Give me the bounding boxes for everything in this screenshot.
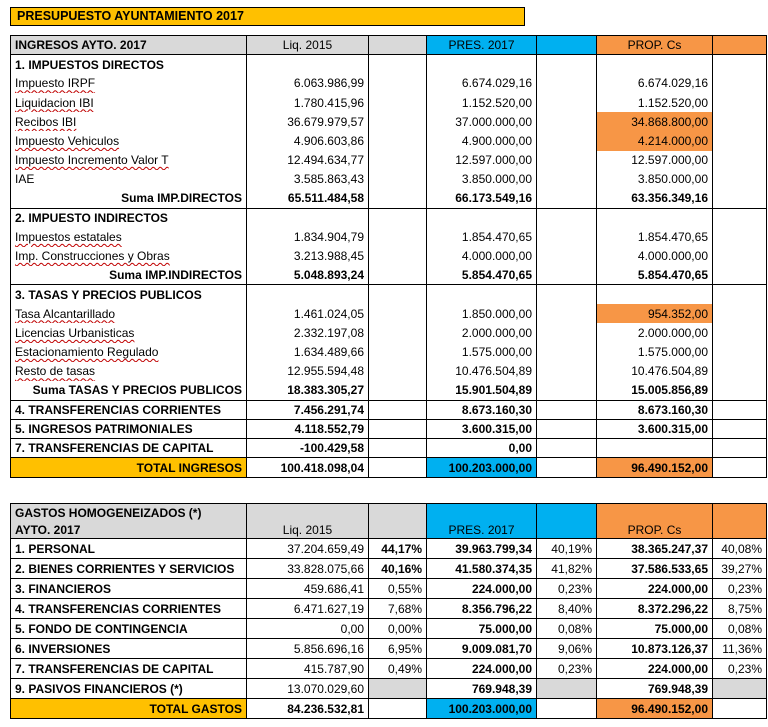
empty-cell bbox=[537, 151, 597, 170]
empty-cell bbox=[369, 400, 427, 419]
pres-value: 0,00 bbox=[427, 438, 537, 457]
empty-cell bbox=[369, 74, 427, 93]
row-label: 5. FONDO DE CONTINGENCIA bbox=[11, 619, 247, 639]
prop-value: 4.000.000,00 bbox=[597, 247, 713, 266]
empty-cell bbox=[713, 381, 767, 400]
liq-pct: 44,17% bbox=[369, 539, 427, 559]
row-label: 7. TRANSFERENCIAS DE CAPITAL bbox=[11, 659, 247, 679]
prop-value: 2.000.000,00 bbox=[597, 323, 713, 342]
data-row bbox=[11, 343, 767, 362]
pres-value: 2.000.000,00 bbox=[427, 323, 537, 342]
empty-cell bbox=[713, 189, 767, 208]
empty-cell bbox=[369, 247, 427, 266]
empty-cell bbox=[713, 285, 767, 304]
prop-value: 10.873.126,37 bbox=[597, 639, 713, 659]
data-row bbox=[11, 131, 767, 150]
total-liq: 84.236.532,81 bbox=[247, 699, 369, 719]
prop-value: 38.365.247,37 bbox=[597, 539, 713, 559]
liq-pct: 0,00% bbox=[369, 619, 427, 639]
liq-value: 4.118.552,79 bbox=[247, 419, 369, 438]
liq-pct: 0,49% bbox=[369, 659, 427, 679]
pres-value: 8.356.796,22 bbox=[427, 599, 537, 619]
empty-cell bbox=[537, 131, 597, 150]
row-label: 5. INGRESOS PATRIMONIALES bbox=[11, 419, 247, 438]
liq-value: 12.494.634,77 bbox=[247, 151, 369, 170]
gastos-row bbox=[11, 619, 767, 639]
sum-liq: 65.511.484,58 bbox=[247, 189, 369, 208]
empty-cell bbox=[427, 55, 537, 74]
pres-value: 3.850.000,00 bbox=[427, 170, 537, 189]
empty-cell bbox=[537, 189, 597, 208]
empty-cell bbox=[537, 381, 597, 400]
gastos-table bbox=[10, 503, 767, 719]
empty-cell bbox=[537, 93, 597, 112]
data-row bbox=[11, 170, 767, 189]
empty-cell bbox=[369, 131, 427, 150]
prop-value: 224.000,00 bbox=[597, 659, 713, 679]
sum-liq: 18.383.305,27 bbox=[247, 381, 369, 400]
pres-value: 8.673.160,30 bbox=[427, 400, 537, 419]
pres-value: 224.000,00 bbox=[427, 579, 537, 599]
empty-cell bbox=[427, 285, 537, 304]
pres-pct bbox=[537, 679, 597, 699]
data-row bbox=[11, 227, 767, 246]
pres-value: 224.000,00 bbox=[427, 659, 537, 679]
empty-cell bbox=[713, 112, 767, 131]
empty-cell bbox=[369, 189, 427, 208]
gastos-header-label: GASTOS HOMOGENEIZADOS (*) bbox=[11, 504, 247, 522]
empty-cell bbox=[537, 419, 597, 438]
liq-value: 12.955.594,48 bbox=[247, 362, 369, 381]
empty-cell bbox=[713, 343, 767, 362]
row-label: Estacionamiento Regulado bbox=[11, 343, 247, 362]
gastos-row bbox=[11, 579, 767, 599]
row-label: Tasa Alcantarillado bbox=[11, 304, 247, 323]
empty-cell bbox=[713, 93, 767, 112]
header-liq: Liq. 2015 bbox=[247, 36, 369, 55]
prop-value: 8.673.160,30 bbox=[597, 400, 713, 419]
empty-cell bbox=[369, 304, 427, 323]
empty-cell bbox=[537, 285, 597, 304]
empty-cell bbox=[713, 131, 767, 150]
liq-value: 1.461.024,05 bbox=[247, 304, 369, 323]
total-ingresos-row bbox=[11, 458, 767, 478]
prop-value: 12.597.000,00 bbox=[597, 151, 713, 170]
total-prop: 96.490.152,00 bbox=[597, 699, 713, 719]
row-label: Liquidacion IBI bbox=[11, 93, 247, 112]
pres-value: 6.674.029,16 bbox=[427, 74, 537, 93]
header-pres: PRES. 2017 bbox=[427, 521, 537, 539]
prop-value: 1.575.000,00 bbox=[597, 343, 713, 362]
prop-value: 1.152.520,00 bbox=[597, 93, 713, 112]
liq-value: 3.585.863,43 bbox=[247, 170, 369, 189]
empty-cell bbox=[537, 227, 597, 246]
liq-value: 3.213.988,45 bbox=[247, 247, 369, 266]
row-label: 6. INVERSIONES bbox=[11, 639, 247, 659]
liq-value: 2.332.197,08 bbox=[247, 323, 369, 342]
empty-cell bbox=[247, 285, 369, 304]
row-label: 4. TRANSFERENCIAS CORRIENTES bbox=[11, 400, 247, 419]
ingresos-header-label: INGRESOS AYTO. 2017 bbox=[11, 36, 247, 55]
header-empty bbox=[247, 504, 369, 522]
row-label: Imp. Construcciones y Obras bbox=[11, 247, 247, 266]
row-label: IAE bbox=[11, 170, 247, 189]
liq-value: 37.204.659,49 bbox=[247, 539, 369, 559]
empty-cell bbox=[537, 266, 597, 285]
prop-value: 8.372.296,22 bbox=[597, 599, 713, 619]
data-row bbox=[11, 247, 767, 266]
header-empty bbox=[537, 504, 597, 522]
header-liq: Liq. 2015 bbox=[247, 521, 369, 539]
pres-value: 1.152.520,00 bbox=[427, 93, 537, 112]
pres-value: 75.000,00 bbox=[427, 619, 537, 639]
empty-cell bbox=[369, 419, 427, 438]
empty-cell bbox=[713, 55, 767, 74]
empty-cell bbox=[369, 699, 427, 719]
empty-cell bbox=[713, 458, 767, 478]
row-label: 4. TRANSFERENCIAS CORRIENTES bbox=[11, 599, 247, 619]
empty-cell bbox=[713, 247, 767, 266]
header-empty bbox=[713, 521, 767, 539]
empty-cell bbox=[537, 323, 597, 342]
empty-cell bbox=[427, 208, 537, 227]
single-row bbox=[11, 400, 767, 419]
ingresos-header-row bbox=[11, 36, 767, 55]
section-title-row bbox=[11, 55, 767, 74]
pres-value: 9.009.081,70 bbox=[427, 639, 537, 659]
empty-cell bbox=[369, 285, 427, 304]
prop-pct: 11,36% bbox=[713, 639, 767, 659]
ingresos-table bbox=[10, 35, 767, 478]
row-label: Licencias Urbanisticas bbox=[11, 323, 247, 342]
data-row bbox=[11, 362, 767, 381]
data-row bbox=[11, 112, 767, 131]
prop-pct: 39,27% bbox=[713, 559, 767, 579]
gastos-row bbox=[11, 659, 767, 679]
empty-cell bbox=[369, 112, 427, 131]
gastos-row bbox=[11, 599, 767, 619]
row-label: 1. PERSONAL bbox=[11, 539, 247, 559]
header-empty bbox=[427, 504, 537, 522]
sum-row bbox=[11, 381, 767, 400]
prop-value: 37.586.533,65 bbox=[597, 559, 713, 579]
empty-cell bbox=[369, 170, 427, 189]
single-row bbox=[11, 419, 767, 438]
liq-value: 7.456.291,74 bbox=[247, 400, 369, 419]
empty-cell bbox=[369, 438, 427, 457]
prop-value: 4.214.000,00 bbox=[597, 131, 713, 150]
section-title: 2. IMPUESTO INDIRECTOS bbox=[11, 208, 247, 227]
empty-cell bbox=[247, 208, 369, 227]
liq-value: -100.429,58 bbox=[247, 438, 369, 457]
empty-cell bbox=[369, 227, 427, 246]
liq-value: 13.070.029,60 bbox=[247, 679, 369, 699]
single-row bbox=[11, 438, 767, 457]
pres-value: 3.600.315,00 bbox=[427, 419, 537, 438]
row-label: 9. PASIVOS FINANCIEROS (*) bbox=[11, 679, 247, 699]
sum-label: Suma IMP.DIRECTOS bbox=[11, 189, 247, 208]
total-pres: 100.203.000,00 bbox=[427, 458, 537, 478]
liq-pct: 7,68% bbox=[369, 599, 427, 619]
row-label: Recibos IBI bbox=[11, 112, 247, 131]
pres-pct: 0,08% bbox=[537, 619, 597, 639]
total-gastos-row bbox=[11, 699, 767, 719]
sum-pres: 66.173.549,16 bbox=[427, 189, 537, 208]
liq-value: 1.834.904,79 bbox=[247, 227, 369, 246]
empty-cell bbox=[369, 55, 427, 74]
header-empty bbox=[369, 36, 427, 55]
prop-value: 34.868.800,00 bbox=[597, 112, 713, 131]
total-prop: 96.490.152,00 bbox=[597, 458, 713, 478]
pres-value: 1.854.470,65 bbox=[427, 227, 537, 246]
pres-value: 1.850.000,00 bbox=[427, 304, 537, 323]
section-title-row bbox=[11, 208, 767, 227]
empty-cell bbox=[369, 266, 427, 285]
liq-value: 33.828.075,66 bbox=[247, 559, 369, 579]
data-row bbox=[11, 74, 767, 93]
row-label: 2. BIENES CORRIENTES Y SERVICIOS bbox=[11, 559, 247, 579]
prop-pct bbox=[713, 679, 767, 699]
row-label: Impuestos estatales bbox=[11, 227, 247, 246]
prop-pct: 0,23% bbox=[713, 659, 767, 679]
header-prop: PROP. Cs bbox=[597, 36, 713, 55]
pres-value: 769.948,39 bbox=[427, 679, 537, 699]
empty-cell bbox=[713, 323, 767, 342]
empty-cell bbox=[537, 458, 597, 478]
empty-cell bbox=[369, 208, 427, 227]
empty-cell bbox=[369, 343, 427, 362]
empty-cell bbox=[369, 93, 427, 112]
empty-cell bbox=[713, 419, 767, 438]
pres-value: 37.000.000,00 bbox=[427, 112, 537, 131]
empty-cell bbox=[369, 362, 427, 381]
pres-pct: 9,06% bbox=[537, 639, 597, 659]
liq-value: 5.856.696,16 bbox=[247, 639, 369, 659]
gastos-row bbox=[11, 639, 767, 659]
sum-prop: 63.356.349,16 bbox=[597, 189, 713, 208]
empty-cell bbox=[537, 699, 597, 719]
prop-pct: 0,08% bbox=[713, 619, 767, 639]
data-row bbox=[11, 323, 767, 342]
empty-cell bbox=[713, 266, 767, 285]
liq-value: 6.471.627,19 bbox=[247, 599, 369, 619]
prop-value: 75.000,00 bbox=[597, 619, 713, 639]
liq-value: 36.679.979,57 bbox=[247, 112, 369, 131]
header-empty bbox=[369, 521, 427, 539]
gastos-header-sublabel: AYTO. 2017 bbox=[11, 521, 247, 539]
sum-label: Suma IMP.INDIRECTOS bbox=[11, 266, 247, 285]
gastos-row bbox=[11, 559, 767, 579]
sheet-title: PRESUPUESTO AYUNTAMIENTO 2017 bbox=[10, 7, 525, 26]
pres-pct: 0,23% bbox=[537, 659, 597, 679]
empty-cell bbox=[369, 151, 427, 170]
liq-value: 0,00 bbox=[247, 619, 369, 639]
sum-liq: 5.048.893,24 bbox=[247, 266, 369, 285]
liq-value: 459.686,41 bbox=[247, 579, 369, 599]
pres-value: 12.597.000,00 bbox=[427, 151, 537, 170]
empty-cell bbox=[597, 55, 713, 74]
empty-cell bbox=[537, 438, 597, 457]
empty-cell bbox=[369, 458, 427, 478]
sum-label: Suma TASAS Y PRECIOS PUBLICOS bbox=[11, 381, 247, 400]
empty-cell bbox=[713, 362, 767, 381]
section-title-row bbox=[11, 285, 767, 304]
prop-value: 3.600.315,00 bbox=[597, 419, 713, 438]
total-label: TOTAL INGRESOS bbox=[11, 458, 247, 478]
prop-value: 954.352,00 bbox=[597, 304, 713, 323]
pres-value: 4.000.000,00 bbox=[427, 247, 537, 266]
pres-pct: 0,23% bbox=[537, 579, 597, 599]
empty-cell bbox=[369, 381, 427, 400]
header-empty bbox=[537, 36, 597, 55]
liq-value: 6.063.986,99 bbox=[247, 74, 369, 93]
prop-value: 3.850.000,00 bbox=[597, 170, 713, 189]
header-empty bbox=[369, 504, 427, 522]
row-label: 7. TRANSFERENCIAS DE CAPITAL bbox=[11, 438, 247, 457]
header-pres: PRES. 2017 bbox=[427, 36, 537, 55]
header-empty bbox=[713, 36, 767, 55]
sum-pres: 15.901.504,89 bbox=[427, 381, 537, 400]
empty-cell bbox=[537, 362, 597, 381]
empty-cell bbox=[247, 55, 369, 74]
liq-value: 1.634.489,66 bbox=[247, 343, 369, 362]
empty-cell bbox=[537, 208, 597, 227]
liq-pct: 6,95% bbox=[369, 639, 427, 659]
liq-value: 415.787,90 bbox=[247, 659, 369, 679]
data-row bbox=[11, 304, 767, 323]
sum-pres: 5.854.470,65 bbox=[427, 266, 537, 285]
header-prop: PROP. Cs bbox=[597, 521, 713, 539]
empty-cell bbox=[713, 170, 767, 189]
row-label: Impuesto Incremento Valor T bbox=[11, 151, 247, 170]
total-pres: 100.203.000,00 bbox=[427, 699, 537, 719]
row-label: Impuesto IRPF bbox=[11, 74, 247, 93]
sum-row bbox=[11, 266, 767, 285]
prop-value: 1.854.470,65 bbox=[597, 227, 713, 246]
prop-value bbox=[597, 438, 713, 457]
empty-cell bbox=[713, 74, 767, 93]
pres-value: 10.476.504,89 bbox=[427, 362, 537, 381]
empty-cell bbox=[713, 400, 767, 419]
empty-cell bbox=[597, 285, 713, 304]
header-empty bbox=[713, 504, 767, 522]
empty-cell bbox=[537, 400, 597, 419]
empty-cell bbox=[713, 304, 767, 323]
prop-pct: 8,75% bbox=[713, 599, 767, 619]
row-label: 3. FINANCIEROS bbox=[11, 579, 247, 599]
gastos-row bbox=[11, 679, 767, 699]
empty-cell bbox=[537, 247, 597, 266]
empty-cell bbox=[537, 343, 597, 362]
empty-cell bbox=[713, 151, 767, 170]
header-empty bbox=[597, 504, 713, 522]
pres-pct: 40,19% bbox=[537, 539, 597, 559]
empty-cell bbox=[537, 170, 597, 189]
empty-cell bbox=[713, 699, 767, 719]
liq-value: 4.906.603,86 bbox=[247, 131, 369, 150]
sum-prop: 15.005.856,89 bbox=[597, 381, 713, 400]
liq-pct: 40,16% bbox=[369, 559, 427, 579]
header-empty bbox=[537, 521, 597, 539]
pres-value: 4.900.000,00 bbox=[427, 131, 537, 150]
pres-pct: 8,40% bbox=[537, 599, 597, 619]
empty-cell bbox=[713, 438, 767, 457]
gastos-header-row-1 bbox=[11, 504, 767, 522]
pres-value: 1.575.000,00 bbox=[427, 343, 537, 362]
empty-cell bbox=[537, 112, 597, 131]
pres-pct: 41,82% bbox=[537, 559, 597, 579]
total-label: TOTAL GASTOS bbox=[11, 699, 247, 719]
total-liq: 100.418.098,04 bbox=[247, 458, 369, 478]
prop-value: 769.948,39 bbox=[597, 679, 713, 699]
empty-cell bbox=[597, 208, 713, 227]
empty-cell bbox=[713, 227, 767, 246]
empty-cell bbox=[369, 323, 427, 342]
sum-prop: 5.854.470,65 bbox=[597, 266, 713, 285]
gastos-row bbox=[11, 539, 767, 559]
pres-value: 39.963.799,34 bbox=[427, 539, 537, 559]
row-label: Resto de tasas bbox=[11, 362, 247, 381]
sum-row bbox=[11, 189, 767, 208]
liq-pct bbox=[369, 679, 427, 699]
empty-cell bbox=[537, 304, 597, 323]
prop-pct: 40,08% bbox=[713, 539, 767, 559]
section-title: 3. TASAS Y PRECIOS PUBLICOS bbox=[11, 285, 247, 304]
prop-value: 6.674.029,16 bbox=[597, 74, 713, 93]
data-row bbox=[11, 93, 767, 112]
row-label: Impuesto Vehiculos bbox=[11, 131, 247, 150]
liq-value: 1.780.415,96 bbox=[247, 93, 369, 112]
prop-value: 10.476.504,89 bbox=[597, 362, 713, 381]
empty-cell bbox=[537, 55, 597, 74]
pres-value: 41.580.374,35 bbox=[427, 559, 537, 579]
liq-pct: 0,55% bbox=[369, 579, 427, 599]
prop-value: 224.000,00 bbox=[597, 579, 713, 599]
section-title: 1. IMPUESTOS DIRECTOS bbox=[11, 55, 247, 74]
data-row bbox=[11, 151, 767, 170]
gastos-header-row-2 bbox=[11, 521, 767, 539]
prop-pct: 0,23% bbox=[713, 579, 767, 599]
empty-cell bbox=[713, 208, 767, 227]
empty-cell bbox=[537, 74, 597, 93]
